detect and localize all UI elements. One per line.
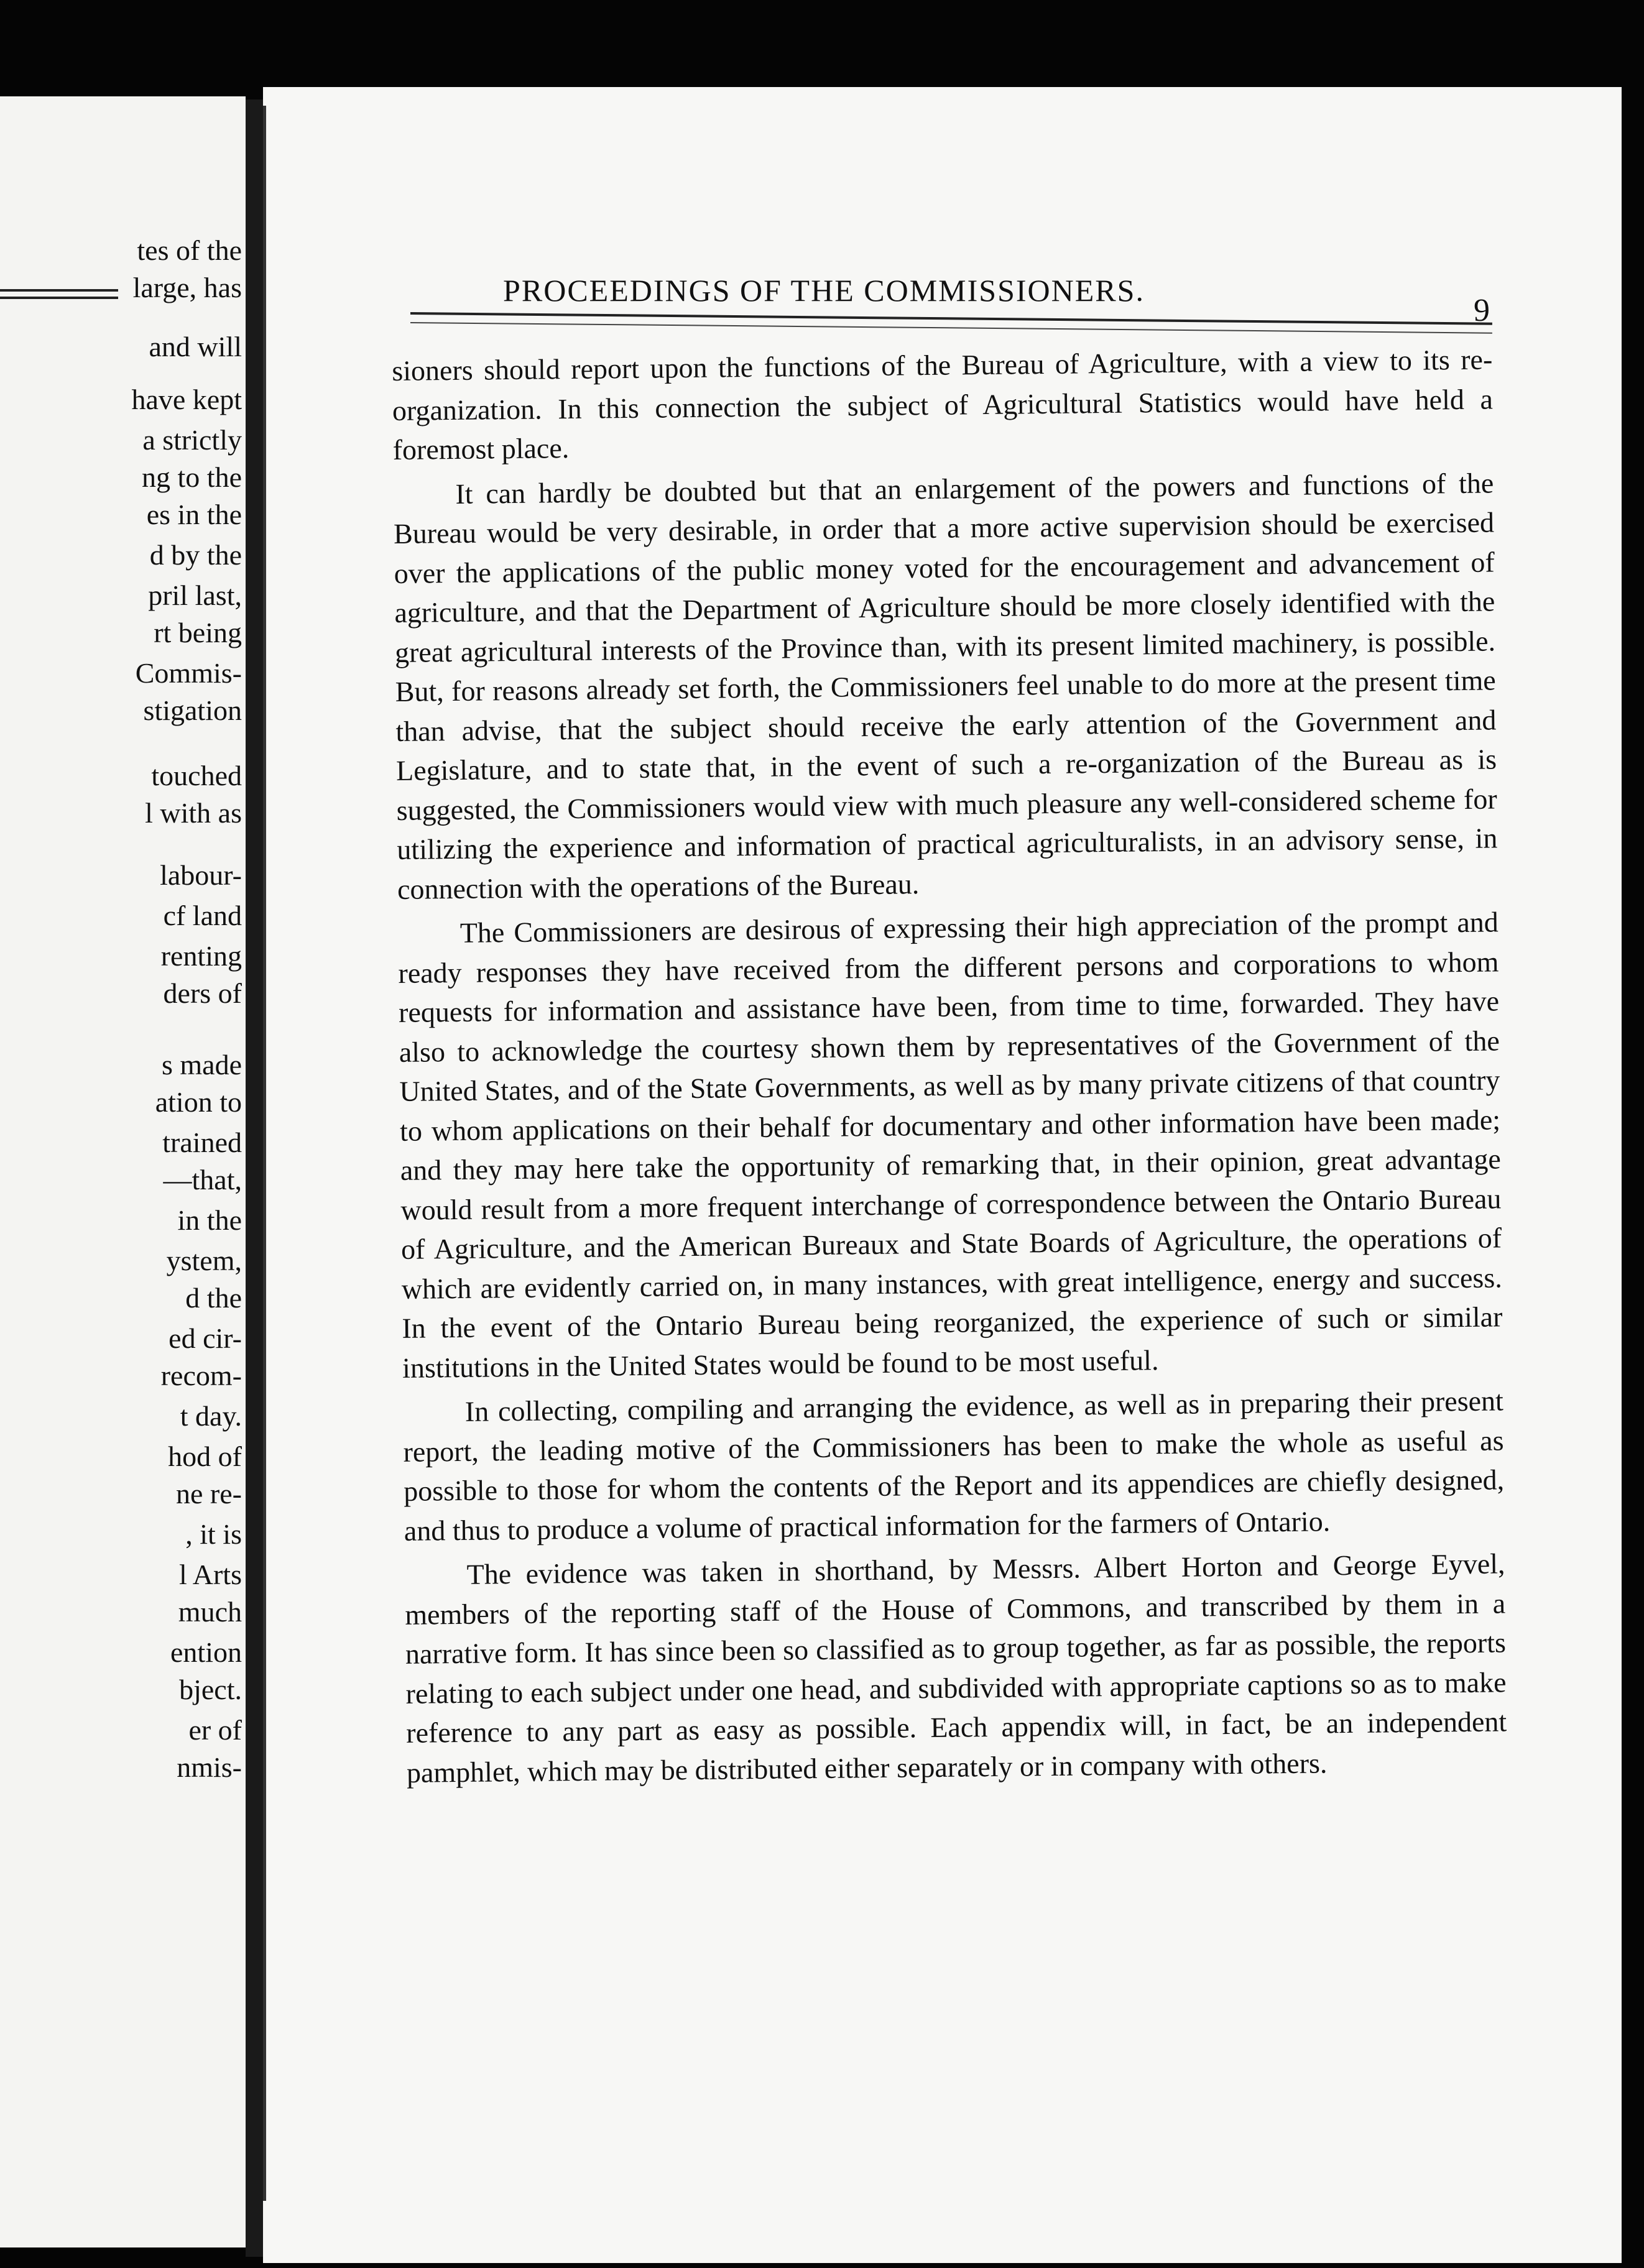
paragraph: The evidence was taken in shorthand, by Messrs. Albert Horton and George Eyvel, members of the reporting staff of the House of Commons, and transcribed by them in a narrative form. It has since been so classified as to group together, as far as possible, the reports relating to each subject under one head, and subdivided with appropriate captions so as to make reference to any part as easy as possible. Each appendix will, in fact, be an independent pamphlet, which may be distributed either separately or in company with others. <box>405 1547 1507 1789</box>
body-text <box>392 339 1507 1797</box>
left-page-line: s made <box>161 1049 242 1081</box>
left-page-line: in the <box>177 1204 242 1236</box>
left-page-line: ention <box>170 1636 242 1668</box>
left-page-line: stigation <box>143 694 242 726</box>
left-page-line: es in the <box>146 499 242 530</box>
left-page-line: ation to <box>155 1086 242 1118</box>
left-page-line: touched <box>151 760 242 791</box>
left-page-line: —that, <box>163 1164 242 1196</box>
paragraph: sioners should report upon the functions of the Bureau of Agriculture, with a view to its re-organization. In this connection the subject of Agricultural Statistics would have held a foremost place. <box>392 343 1494 466</box>
left-page-rule <box>0 297 118 299</box>
left-page-line: tes of the <box>137 234 242 266</box>
left-page-line: cf land <box>163 900 242 931</box>
left-page-line: ystem, <box>166 1245 242 1276</box>
left-page-line: much <box>178 1596 242 1628</box>
paragraph: The Commissioners are desirous of expressing their high appreciation of the prompt and ready responses they have received from the different persons and corporations to whom requests for information and assistance have been, from time to time, forwarded. They have also to acknowledge the courtesy shown them by representatives of the Government of the United States, and of the State Governments, as well as by many private citizens of that country to whom applications on their behalf for documentary and other information have been made; and they may here take the opportunity of remarking that, in their opinion, great advantage would result from a more frequent interchange of correspondence between the Ontario Bureau of Agriculture, and the American Bureaux and State Boards of Agriculture, the operations of which are evidently carried on, in many instances, with great intelligence, energy and success. In the event of the Ontario Bureau being reorganized, the experience of such or similar institutions in the United States would be found to be most useful. <box>398 906 1503 1384</box>
left-page-line: recom- <box>160 1360 242 1391</box>
left-page-line: and will <box>149 331 242 362</box>
paragraph: It can hardly be doubted but that an enlargement of the powers and functions of the Bureau would be very desirable, in order that a more active supervision should be exercised over the applications of the public money voted for the encouragement and advancement of agriculture, and that the Department of Agriculture should be more closely identified with the great agricultural interests of the Province than, with its present limited machinery, is possible. But, for reasons already set forth, the Commissioners feel unable to do more at the present time than advise, that the subject should receive the early attention of the Government and Legislature, and to state that, in the event of such a re-organization of the Bureau as is suggested, the Commissioners would view with much pleasure any well-considered scheme for utilizing the experience and information of practical agriculturalists, in an advisory sense, in connection with the operations of the Bureau. <box>393 466 1498 905</box>
left-page-line: l Arts <box>179 1559 242 1590</box>
left-page-line: er of <box>188 1714 242 1746</box>
left-page-line: , it is <box>185 1518 242 1550</box>
left-page-line: large, has <box>132 272 242 303</box>
left-page-line: Commis- <box>135 657 242 689</box>
book-gutter <box>246 99 263 2257</box>
running-header: PROCEEDINGS OF THE COMMISSIONERS. <box>503 273 1145 308</box>
left-page-line: ders of <box>163 977 242 1009</box>
left-page-line: labour- <box>160 859 242 891</box>
left-page-line: ed cir- <box>169 1322 242 1354</box>
left-page-line: hod of <box>168 1441 242 1472</box>
left-page-line: trained <box>162 1127 242 1158</box>
left-page-line: bject. <box>179 1674 242 1705</box>
paragraph: In collecting, compiling and arranging the evidence, as well as in preparing their present report, the leading motive of the Commissioners has been to make the whole as useful as possible to those for whom the contents of the Report and its appendices are chiefly designed, and thus to produce a volume of practical information for the farmers of Ontario. <box>403 1385 1505 1547</box>
left-page-line: ng to the <box>142 461 242 493</box>
binding-line <box>263 106 266 2201</box>
left-page-line: l with as <box>145 797 242 829</box>
left-page-line: t day. <box>180 1400 242 1432</box>
left-page-line: nmis- <box>177 1751 242 1783</box>
left-page-line: renting <box>160 940 242 972</box>
left-page-line: rt being <box>154 617 242 648</box>
left-page-line: have kept <box>131 384 242 415</box>
previous-page-fragment <box>0 96 246 2247</box>
left-page-line: d the <box>185 1282 242 1314</box>
left-page-line: d by the <box>149 539 242 571</box>
left-page-line: ne re- <box>176 1478 242 1510</box>
page-number: 9 <box>1474 293 1490 328</box>
left-page-line: pril last, <box>148 579 242 611</box>
left-page-rule <box>0 289 118 292</box>
left-page-line: a strictly <box>142 424 242 456</box>
